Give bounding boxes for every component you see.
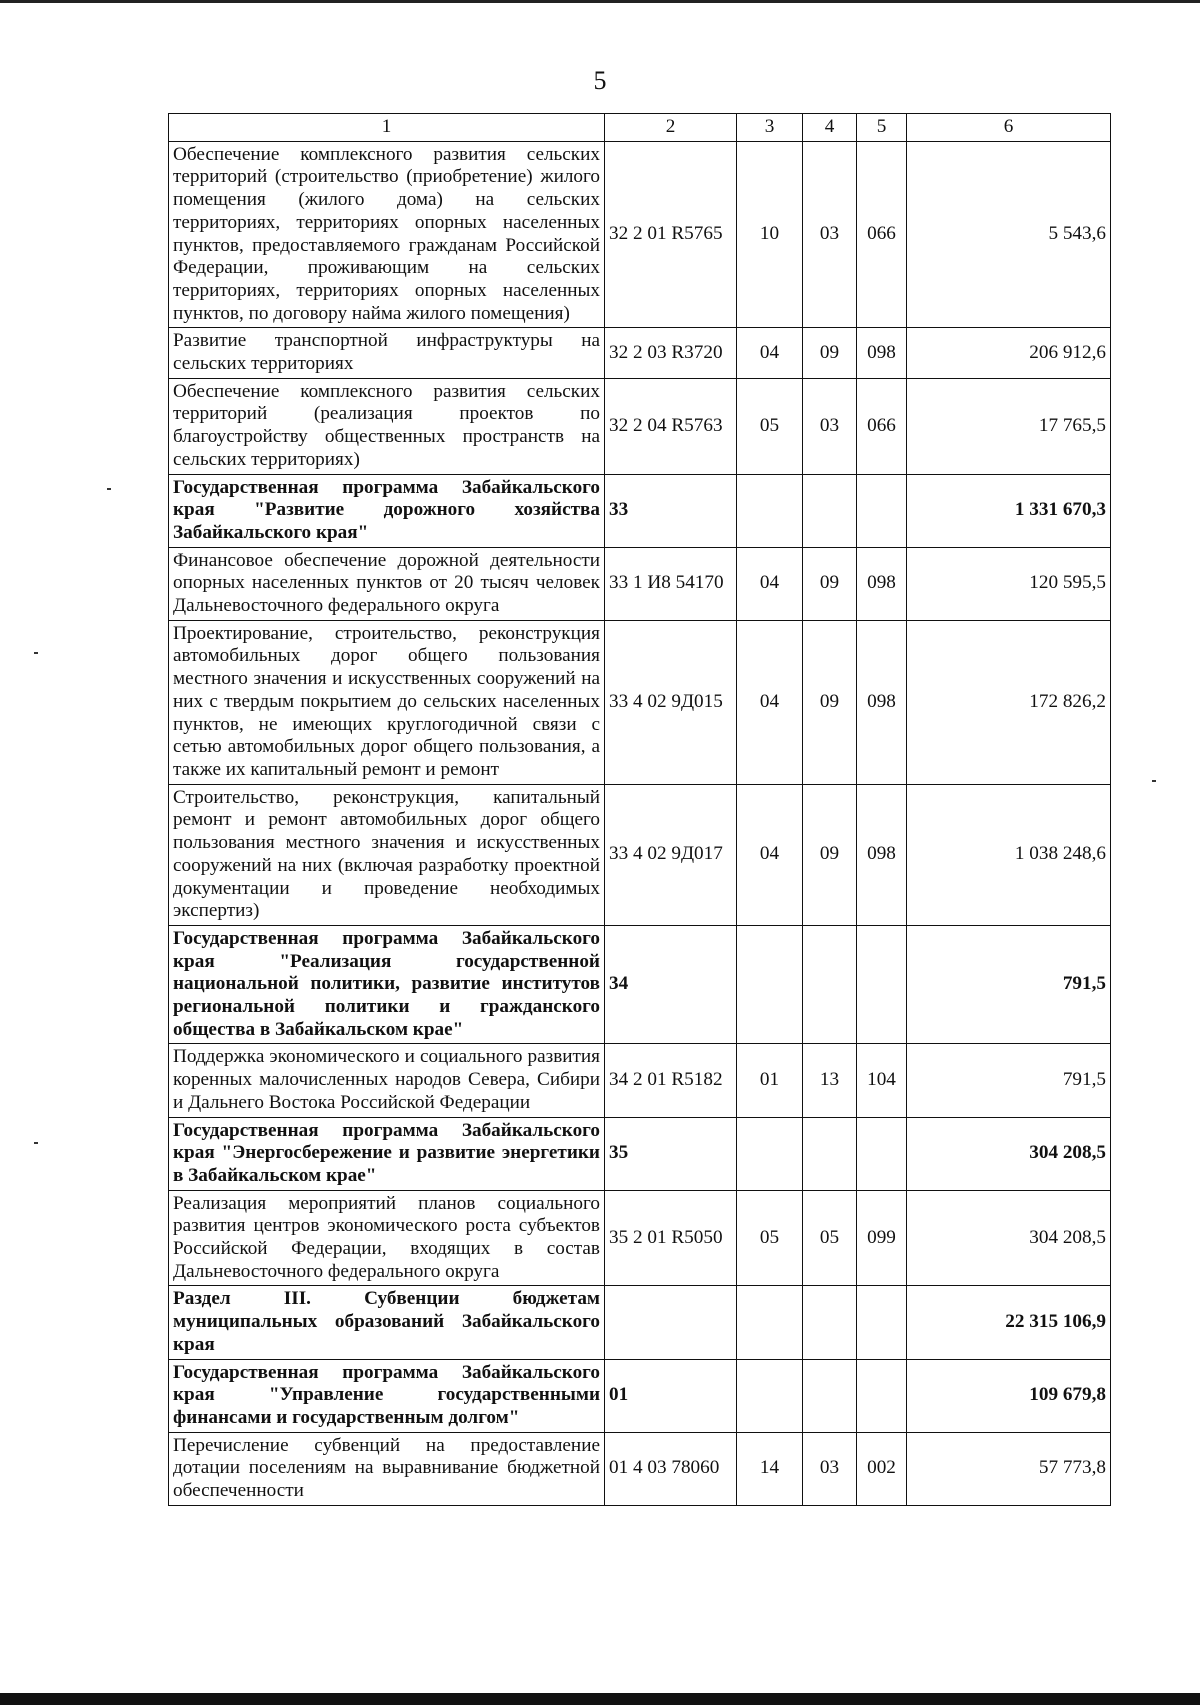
- row-expense-type-cell: [857, 1117, 907, 1190]
- row-amount-cell: 791,5: [907, 925, 1111, 1044]
- row-section-cell: [737, 474, 803, 547]
- row-name-cell: Перечисление субвенций на предоставление дотации поселениям на выравнивание бюджетной обеспеченности: [169, 1432, 605, 1505]
- row-subsection-cell: 09: [803, 784, 857, 925]
- row-expense-type-cell: 098: [857, 784, 907, 925]
- row-amount-cell: 109 679,8: [907, 1359, 1111, 1432]
- row-amount-cell: 304 208,5: [907, 1190, 1111, 1286]
- table-row: [169, 141, 1111, 328]
- table-row: [169, 1432, 1111, 1505]
- row-section-cell: 14: [737, 1432, 803, 1505]
- row-name-cell: Государственная программа Забайкальского края "Энергосбережение и развитие энергетики в Забайкальском крае": [169, 1117, 605, 1190]
- table-row: [169, 547, 1111, 620]
- row-subsection-cell: [803, 1286, 857, 1359]
- table-row-program: [169, 1359, 1111, 1432]
- row-subsection-cell: [803, 474, 857, 547]
- row-section-cell: 04: [737, 620, 803, 784]
- row-section-cell: 04: [737, 784, 803, 925]
- row-expense-type-cell: 098: [857, 620, 907, 784]
- column-header: 6: [907, 114, 1111, 142]
- column-header: 3: [737, 114, 803, 142]
- table-row-section: [169, 1286, 1111, 1359]
- table-row-program: [169, 925, 1111, 1044]
- row-expense-type-cell: 099: [857, 1190, 907, 1286]
- scan-speck: [107, 488, 111, 490]
- table-row: [169, 784, 1111, 925]
- row-subsection-cell: 09: [803, 328, 857, 378]
- table-row: [169, 378, 1111, 474]
- table-row: [169, 328, 1111, 378]
- row-section-cell: 01: [737, 1044, 803, 1117]
- column-header: 2: [605, 114, 737, 142]
- scan-top-edge: [0, 0, 1200, 3]
- row-section-cell: 04: [737, 328, 803, 378]
- table-row: [169, 1190, 1111, 1286]
- row-section-cell: 05: [737, 378, 803, 474]
- row-amount-cell: 17 765,5: [907, 378, 1111, 474]
- row-code-cell: 34 2 01 R5182: [605, 1044, 737, 1117]
- row-amount-cell: 1 331 670,3: [907, 474, 1111, 547]
- row-name-cell: Развитие транспортной инфраструктуры на сельских территориях: [169, 328, 605, 378]
- row-subsection-cell: 03: [803, 378, 857, 474]
- column-header: 1: [169, 114, 605, 142]
- row-section-cell: [737, 1117, 803, 1190]
- row-amount-cell: 206 912,6: [907, 328, 1111, 378]
- row-expense-type-cell: 002: [857, 1432, 907, 1505]
- row-code-cell: 01: [605, 1359, 737, 1432]
- row-amount-cell: 172 826,2: [907, 620, 1111, 784]
- row-expense-type-cell: [857, 1286, 907, 1359]
- table-row: [169, 620, 1111, 784]
- row-section-cell: [737, 1286, 803, 1359]
- column-number-header-row: [169, 114, 1111, 142]
- row-code-cell: 35 2 01 R5050: [605, 1190, 737, 1286]
- row-subsection-cell: 05: [803, 1190, 857, 1286]
- scan-speck: [1152, 780, 1156, 782]
- row-code-cell: 32 2 04 R5763: [605, 378, 737, 474]
- row-amount-cell: 5 543,6: [907, 141, 1111, 328]
- row-subsection-cell: 09: [803, 547, 857, 620]
- row-subsection-cell: 03: [803, 141, 857, 328]
- row-code-cell: 34: [605, 925, 737, 1044]
- row-code-cell: 01 4 03 78060: [605, 1432, 737, 1505]
- row-name-cell: Государственная программа Забайкальского края "Реализация государственной национальной политики, развитие институтов региональной политики и гражданского общества в Забайкальском крае": [169, 925, 605, 1044]
- row-code-cell: [605, 1286, 737, 1359]
- scan-speck: [34, 1142, 38, 1144]
- row-name-cell: Раздел III. Субвенции бюджетам муниципальных образований Забайкальского края: [169, 1286, 605, 1359]
- row-name-cell: Обеспечение комплексного развития сельских территорий (реализация проектов по благоустройству общественных пространств на сельских территориях): [169, 378, 605, 474]
- row-name-cell: Государственная программа Забайкальского края "Развитие дорожного хозяйства Забайкальского края": [169, 474, 605, 547]
- table-row: [169, 1044, 1111, 1117]
- page-number: 5: [593, 66, 607, 95]
- row-subsection-cell: [803, 1359, 857, 1432]
- row-subsection-cell: [803, 925, 857, 1044]
- row-subsection-cell: [803, 1117, 857, 1190]
- row-expense-type-cell: 098: [857, 328, 907, 378]
- row-subsection-cell: 03: [803, 1432, 857, 1505]
- row-section-cell: [737, 925, 803, 1044]
- row-expense-type-cell: 066: [857, 378, 907, 474]
- row-expense-type-cell: 098: [857, 547, 907, 620]
- row-code-cell: 33: [605, 474, 737, 547]
- row-code-cell: 33 4 02 9Д015: [605, 620, 737, 784]
- row-code-cell: 32 2 03 R3720: [605, 328, 737, 378]
- row-expense-type-cell: 104: [857, 1044, 907, 1117]
- scan-speck: [34, 652, 38, 654]
- row-subsection-cell: 09: [803, 620, 857, 784]
- row-section-cell: 10: [737, 141, 803, 328]
- column-header: 4: [803, 114, 857, 142]
- row-section-cell: 04: [737, 547, 803, 620]
- row-expense-type-cell: [857, 1359, 907, 1432]
- budget-table: [168, 113, 1111, 1506]
- row-name-cell: Поддержка экономического и социального развития коренных малочисленных народов Севера, Сибири и Дальнего Востока Российской Федерации: [169, 1044, 605, 1117]
- row-amount-cell: 120 595,5: [907, 547, 1111, 620]
- row-name-cell: Проектирование, строительство, реконструкция автомобильных дорог общего пользования местного значения и искусственных сооружений на них с твердым покрытием до сельских населенных пунктов, не имеющих круглогодичной связи с сетью автомобильных дорог общего пользования, а также их капитальный ремонт и ремонт: [169, 620, 605, 784]
- row-subsection-cell: 13: [803, 1044, 857, 1117]
- row-amount-cell: 304 208,5: [907, 1117, 1111, 1190]
- row-amount-cell: 22 315 106,9: [907, 1286, 1111, 1359]
- column-header: 5: [857, 114, 907, 142]
- table-row-program: [169, 474, 1111, 547]
- row-name-cell: Государственная программа Забайкальского края "Управление государственными финансами и государственным долгом": [169, 1359, 605, 1432]
- row-name-cell: Реализация мероприятий планов социального развития центров экономического роста субъектов Российской Федерации, входящих в состав Дальневосточного федерального округа: [169, 1190, 605, 1286]
- row-section-cell: 05: [737, 1190, 803, 1286]
- row-name-cell: Финансовое обеспечение дорожной деятельности опорных населенных пунктов от 20 тысяч человек Дальневосточного федерального округа: [169, 547, 605, 620]
- row-name-cell: Строительство, реконструкция, капитальный ремонт и ремонт автомобильных дорог общего пользования местного значения и искусственных сооружений на них (включая разработку проектной документации и проведение необходимых экспертиз): [169, 784, 605, 925]
- row-amount-cell: 57 773,8: [907, 1432, 1111, 1505]
- row-code-cell: 33 1 И8 54170: [605, 547, 737, 620]
- row-expense-type-cell: [857, 474, 907, 547]
- scan-bottom-edge: [0, 1693, 1200, 1705]
- row-code-cell: 35: [605, 1117, 737, 1190]
- row-name-cell: Обеспечение комплексного развития сельских территорий (строительство (приобретение) жилого помещения (жилого дома) на сельских территориях, территориях опорных населенных пунктов, предоставляемого гражданам Российской Федерации, проживающим на сельских территориях, территориях опорных населенных пунктов, по договору найма жилого помещения): [169, 141, 605, 328]
- row-code-cell: 33 4 02 9Д017: [605, 784, 737, 925]
- row-expense-type-cell: 066: [857, 141, 907, 328]
- table-row-program: [169, 1117, 1111, 1190]
- row-code-cell: 32 2 01 R5765: [605, 141, 737, 328]
- row-amount-cell: 1 038 248,6: [907, 784, 1111, 925]
- row-expense-type-cell: [857, 925, 907, 1044]
- row-section-cell: [737, 1359, 803, 1432]
- row-amount-cell: 791,5: [907, 1044, 1111, 1117]
